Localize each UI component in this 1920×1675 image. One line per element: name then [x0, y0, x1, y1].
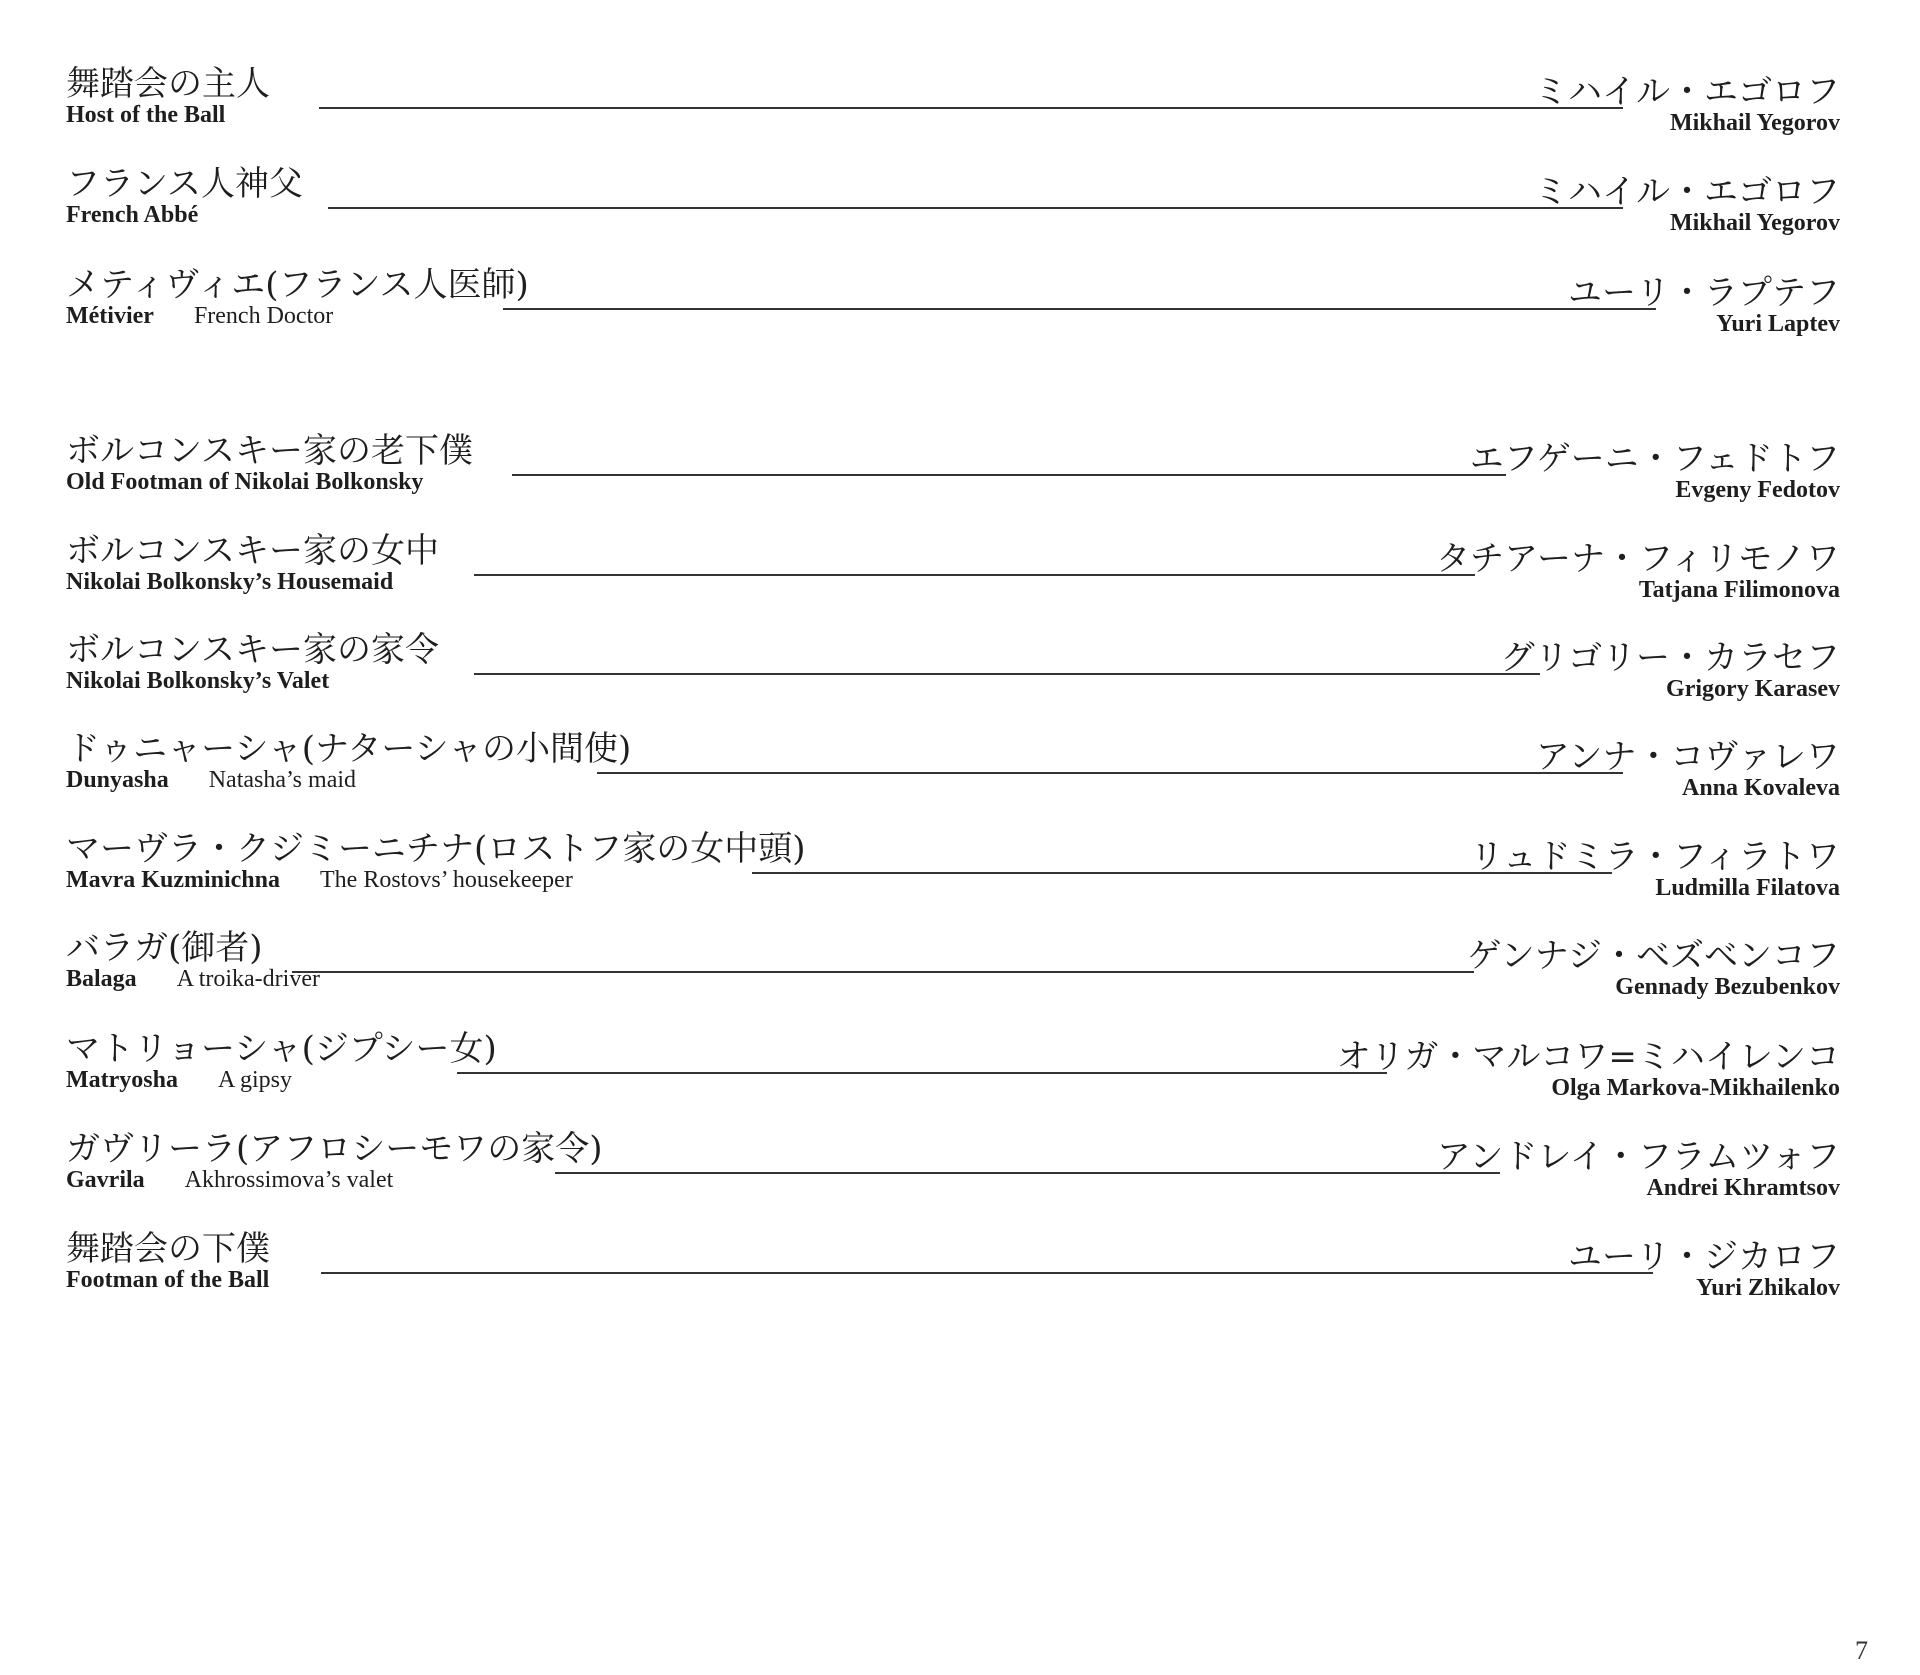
performer-japanese: アンナ・コヴァレワ: [1535, 737, 1840, 777]
performer-english: Tatjana Filimonova: [1638, 577, 1840, 603]
cast-entry: [66, 529, 1840, 625]
role-name: Host of the Ball: [66, 102, 226, 128]
performer-english: Ludmilla Filatova: [1655, 875, 1840, 901]
leader-line: [555, 1172, 1500, 1174]
performer-japanese: ミハイル・エゴロフ: [1534, 172, 1840, 212]
cast-entry: [66, 827, 1840, 923]
role-japanese: ガヴリーラ(アフロシーモワの家令): [66, 1129, 603, 1169]
role-name: Nikolai Bolkonsky’s Housemaid: [66, 569, 394, 595]
role-japanese: 舞踏会の主人: [66, 64, 270, 104]
role-english: [66, 567, 393, 597]
role-japanese: バラガ(御者): [66, 928, 263, 968]
cast-entry: [66, 62, 1840, 158]
role-japanese: ボルコンスキー家の女中: [66, 531, 439, 571]
leader-line: [597, 772, 1623, 774]
leader-line: [292, 971, 1474, 973]
role-english: [66, 1265, 269, 1295]
role-name: Mavra Kuzminichna: [66, 867, 280, 893]
leader-line: [319, 107, 1623, 109]
performer-japanese: リュドミラ・フィラトワ: [1469, 837, 1840, 877]
role-description: A gipsy: [217, 1067, 292, 1093]
performer-english: Grigory Karasev: [1666, 676, 1840, 702]
role-name: Balaga: [66, 966, 137, 992]
role-english: [66, 765, 356, 795]
role-japanese: メティヴィエ(フランス人医師): [66, 265, 529, 305]
performer-english: Olga Markova-Mikhailenko: [1551, 1075, 1840, 1101]
role-english: [66, 467, 423, 497]
role-name: Matryosha: [66, 1067, 178, 1093]
performer-japanese: グリゴリー・カラセフ: [1500, 638, 1840, 678]
cast-entry: [66, 1227, 1840, 1323]
role-english: [66, 301, 333, 331]
performer-japanese: ミハイル・エゴロフ: [1534, 72, 1840, 112]
leader-line: [474, 574, 1475, 576]
role-japanese: フランス人神父: [66, 164, 303, 204]
leader-line: [474, 673, 1540, 675]
role-name: French Abbé: [66, 202, 199, 228]
role-name: Métivier: [66, 303, 154, 329]
performer-japanese: ユーリ・ラプテフ: [1568, 273, 1840, 313]
performer-english: Mikhail Yegorov: [1669, 210, 1840, 236]
performer-english: Yuri Laptev: [1716, 311, 1840, 337]
role-name: Nikolai Bolkonsky’s Valet: [66, 668, 330, 694]
cast-entry: [66, 1027, 1840, 1123]
performer-japanese: ゲンナジ・ベズベンコフ: [1467, 936, 1840, 976]
role-name: Footman of the Ball: [66, 1267, 270, 1293]
role-description: Natasha’s maid: [208, 767, 357, 793]
cast-entry: [66, 727, 1840, 823]
performer-japanese: ユーリ・ジカロフ: [1568, 1237, 1840, 1277]
role-japanese: マトリョーシャ(ジプシー女): [66, 1029, 497, 1069]
role-description: A troika-driver: [176, 966, 320, 992]
leader-line: [328, 207, 1623, 209]
role-description: The Rostovs’ housekeeper: [320, 867, 573, 893]
leader-line: [512, 474, 1506, 476]
cast-entry: [66, 429, 1840, 525]
performer-english: Andrei Khramtsov: [1646, 1175, 1840, 1201]
leader-line: [503, 308, 1656, 310]
role-japanese: ボルコンスキー家の老下僕: [66, 431, 473, 471]
performer-english: Yuri Zhikalov: [1696, 1275, 1840, 1301]
cast-entry: [66, 263, 1840, 359]
role-japanese: マーヴラ・クジミーニチナ(ロストフ家の女中頭): [66, 829, 806, 869]
leader-line: [321, 1272, 1653, 1274]
role-english: [66, 865, 573, 895]
role-english: [66, 100, 225, 130]
role-english: [66, 964, 320, 994]
role-japanese: 舞踏会の下僕: [66, 1229, 270, 1269]
performer-japanese: エフゲーニ・フェドトフ: [1469, 439, 1840, 479]
performer-english: Mikhail Yegorov: [1669, 110, 1840, 136]
performer-english: Anna Kovaleva: [1681, 775, 1840, 801]
leader-line: [457, 1072, 1387, 1074]
role-english: [66, 200, 198, 230]
role-description: French Doctor: [193, 303, 334, 329]
cast-entry: [66, 628, 1840, 724]
cast-entry: [66, 926, 1840, 1022]
performer-japanese: オリガ・マルコワ=ミハイレンコ: [1336, 1037, 1840, 1077]
cast-entry: [66, 162, 1840, 258]
role-name: Dunyasha: [66, 767, 169, 793]
performer-japanese: アンドレイ・フラムツォフ: [1436, 1137, 1840, 1177]
role-english: [66, 1165, 393, 1195]
page-number: 7: [1855, 1636, 1868, 1665]
performer-english: Evgeny Fedotov: [1675, 477, 1840, 503]
role-japanese: ボルコンスキー家の家令: [66, 630, 439, 670]
role-english: [66, 666, 329, 696]
role-name: Old Footman of Nikolai Bolkonsky: [66, 469, 424, 495]
role-description: Akhrossimova’s valet: [184, 1167, 394, 1193]
role-japanese: ドゥニャーシャ(ナターシャの小間使): [66, 729, 632, 769]
role-english: [66, 1065, 292, 1095]
role-name: Gavrila: [66, 1167, 145, 1193]
performer-japanese: タチアーナ・フィリモノワ: [1436, 539, 1840, 579]
performer-english: Gennady Bezubenkov: [1615, 974, 1840, 1000]
cast-entry: [66, 1127, 1840, 1223]
